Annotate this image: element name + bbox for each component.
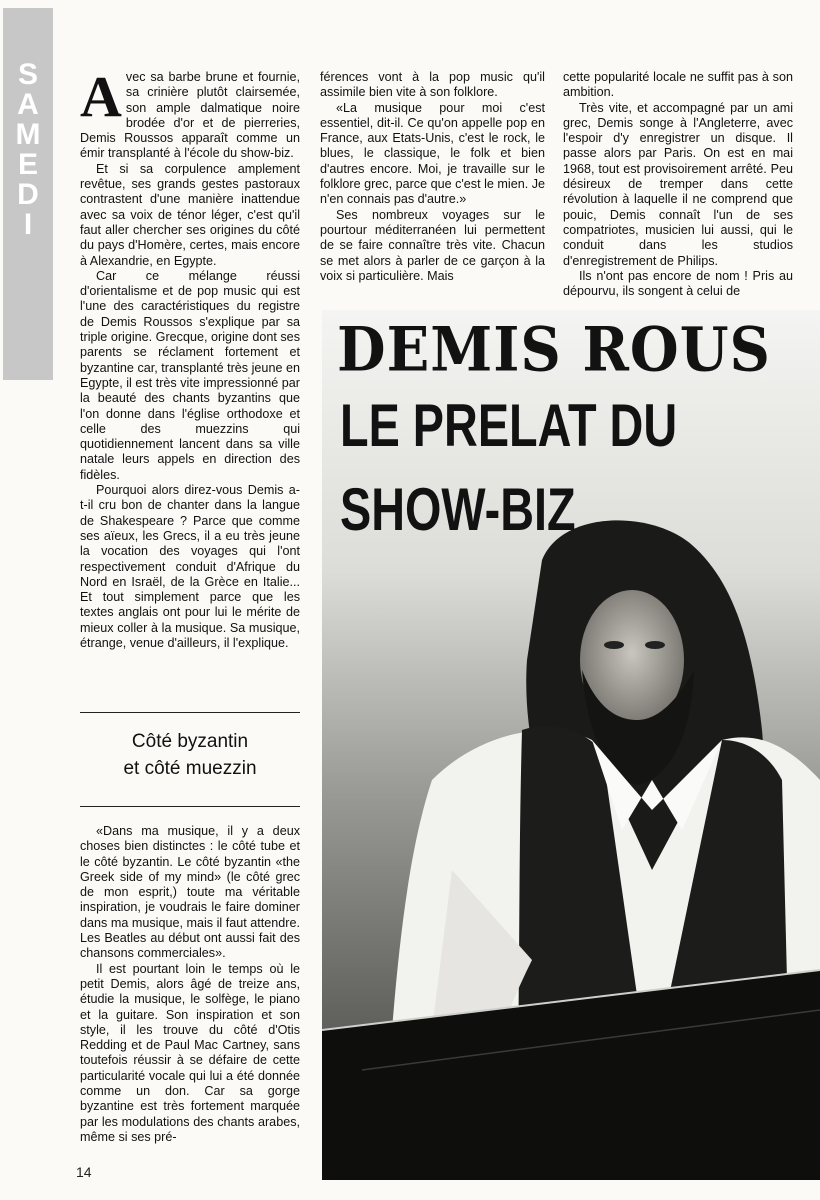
section-tab-letter: M — [15, 118, 41, 151]
section-tab-letter: I — [23, 208, 33, 241]
section-tab-letter: E — [17, 148, 38, 181]
quote-paragraph: «Dans ma musique, il y a deux choses bien distinctes : le côté tube et le côté byzantin. Le côté byzantin «the Greek side of my mind» (le côté grec de mon esprit,) toute ma véritable inspiration, je voudrais le faire dominer dans ma musique, mais il faut attendre. Les Beatles au début ont aussi fait des chansons commerciales». — [80, 824, 300, 961]
paragraph: Pourquoi alors direz-vous Demis a-t-il cru bon de chanter dans la langue de Shakespeare ? Parce que comme ses aïeux, les Grecs, il a eu très jeune la vocation des voyages qui l'ont respectivement conduit d'Afrique du Nord en Israël, de la Grèce en Italie... Et tout simplement parce que les textes anglais ont pour lui le mérite de mieux coller à la musique. Sa musique, étrange, venue d'ailleurs, il l'explique. — [80, 483, 300, 650]
headline-line-1: DEMIS ROUS — [337, 314, 771, 386]
subheading — [80, 728, 300, 782]
divider-top — [80, 712, 300, 713]
paragraph: Il est pourtant loin le temps où le petit Demis, alors âgé de treize ans, étudie la musique, le solfège, le piano et la guitare. Son inspiration et son style, il les trouve du côté d'Otis Redding et de Paul Mac Cartney, sans toutefois réussir à se défaire de cette particularité vocale qui lui a été donnée comme un don. Car sa gorge byzantine est très fortement marquée par les modulations des chants arabes, même si ses pré- — [80, 961, 300, 1144]
article-column-3 — [563, 70, 793, 299]
drop-cap: A — [80, 64, 122, 129]
quote-paragraph: «La musique pour moi c'est essentiel, dit-il. Ce qu'on appelle pop en France, aux Etats-Unis, c'est le rock, le blues, le classique, le folk et bien d'autres encore. Moi, je travaille sur le folklore grec, parce que c'est le mien. Je n'en connais pas d'autre.» — [320, 100, 546, 207]
headline-line-2: LE PRELAT DU — [340, 392, 678, 459]
paragraph: férences vont à la pop music qu'il assimile bien vite à son folklore. — [320, 70, 545, 100]
subheading-line-2: et côté muezzin — [123, 758, 257, 779]
divider-bottom — [80, 806, 300, 807]
headline-line-3: SHOW-BIZ — [340, 476, 576, 543]
page-number: 14 — [76, 1164, 92, 1180]
subheading-line-1: Côté byzantin — [131, 731, 249, 752]
paragraph: Car ce mélange réussi d'orientalisme et de pop music qui est l'une des caractéristiques du registre de Demis Roussos s'explique par sa triple origine. Grecque, origine dont ses parents se réclament fortement et byzantine car, transplanté très jeune en Egypte, il est très vite impressionné par la beauté des chants byzantins que l'on donne dans l'église orthodoxe et celle des muezzins qui quotidiennement lancent dans sa ville natale leurs appels en direction des fidèles. — [80, 268, 300, 482]
section-tab-letter: D — [17, 178, 39, 211]
paragraph-text: vec sa barbe brune et fournie, sa crinière plutôt clairsemée, son ample dalmatique noire brodée d'or et de pierreries, Demis Roussos apparaît comme un émir transplanté à l'école du show-biz. — [80, 70, 300, 161]
intro-paragraph — [80, 64, 300, 162]
article-column-1 — [80, 64, 300, 651]
section-tab-letter: A — [17, 88, 39, 121]
paragraph: Ils n'ont pas encore de nom ! Pris au dépourvu, ils songent à celui de — [563, 268, 793, 299]
section-tab-letters — [3, 60, 53, 240]
article-column-2 — [320, 70, 545, 284]
paragraph: Très vite, et accompagné par un ami grec, Demis songe à l'Angleterre, avec l'espoir d'y enregistrer un disque. Il passe alors par Paris. On est en mai 1968, tout est provisoirement arrêté. Peu désireux de tremper dans cette révolution à laquelle il ne comprend que pouic, Demis connaît l'un de ses compatriotes, musicien lui aussi, qui le conduit dans les studios d'enregistrement de Philips. — [563, 100, 793, 268]
article-column-1-continued — [80, 824, 300, 1145]
section-tab-letter: S — [17, 58, 38, 91]
paragraph: Ses nombreux voyages sur le pourtour méditerranéen lui permettent de se faire connaître très vite. Chacun se met alors à parler de ce garçon à la voix si particulière. Mais — [320, 207, 545, 283]
section-tab — [3, 8, 53, 380]
paragraph: Et si sa corpulence amplement revêtue, ses grands gestes pastoraux contrastent d'une manière inattendue avec sa voix de ténor léger, c'est qu'il faut aller chercher ses origines du côté du pays d'Homère, certes, mais encore à Alexandrie, en Egypte. — [80, 161, 300, 268]
paragraph: cette popularité locale ne suffit pas à son ambition. — [563, 70, 793, 100]
